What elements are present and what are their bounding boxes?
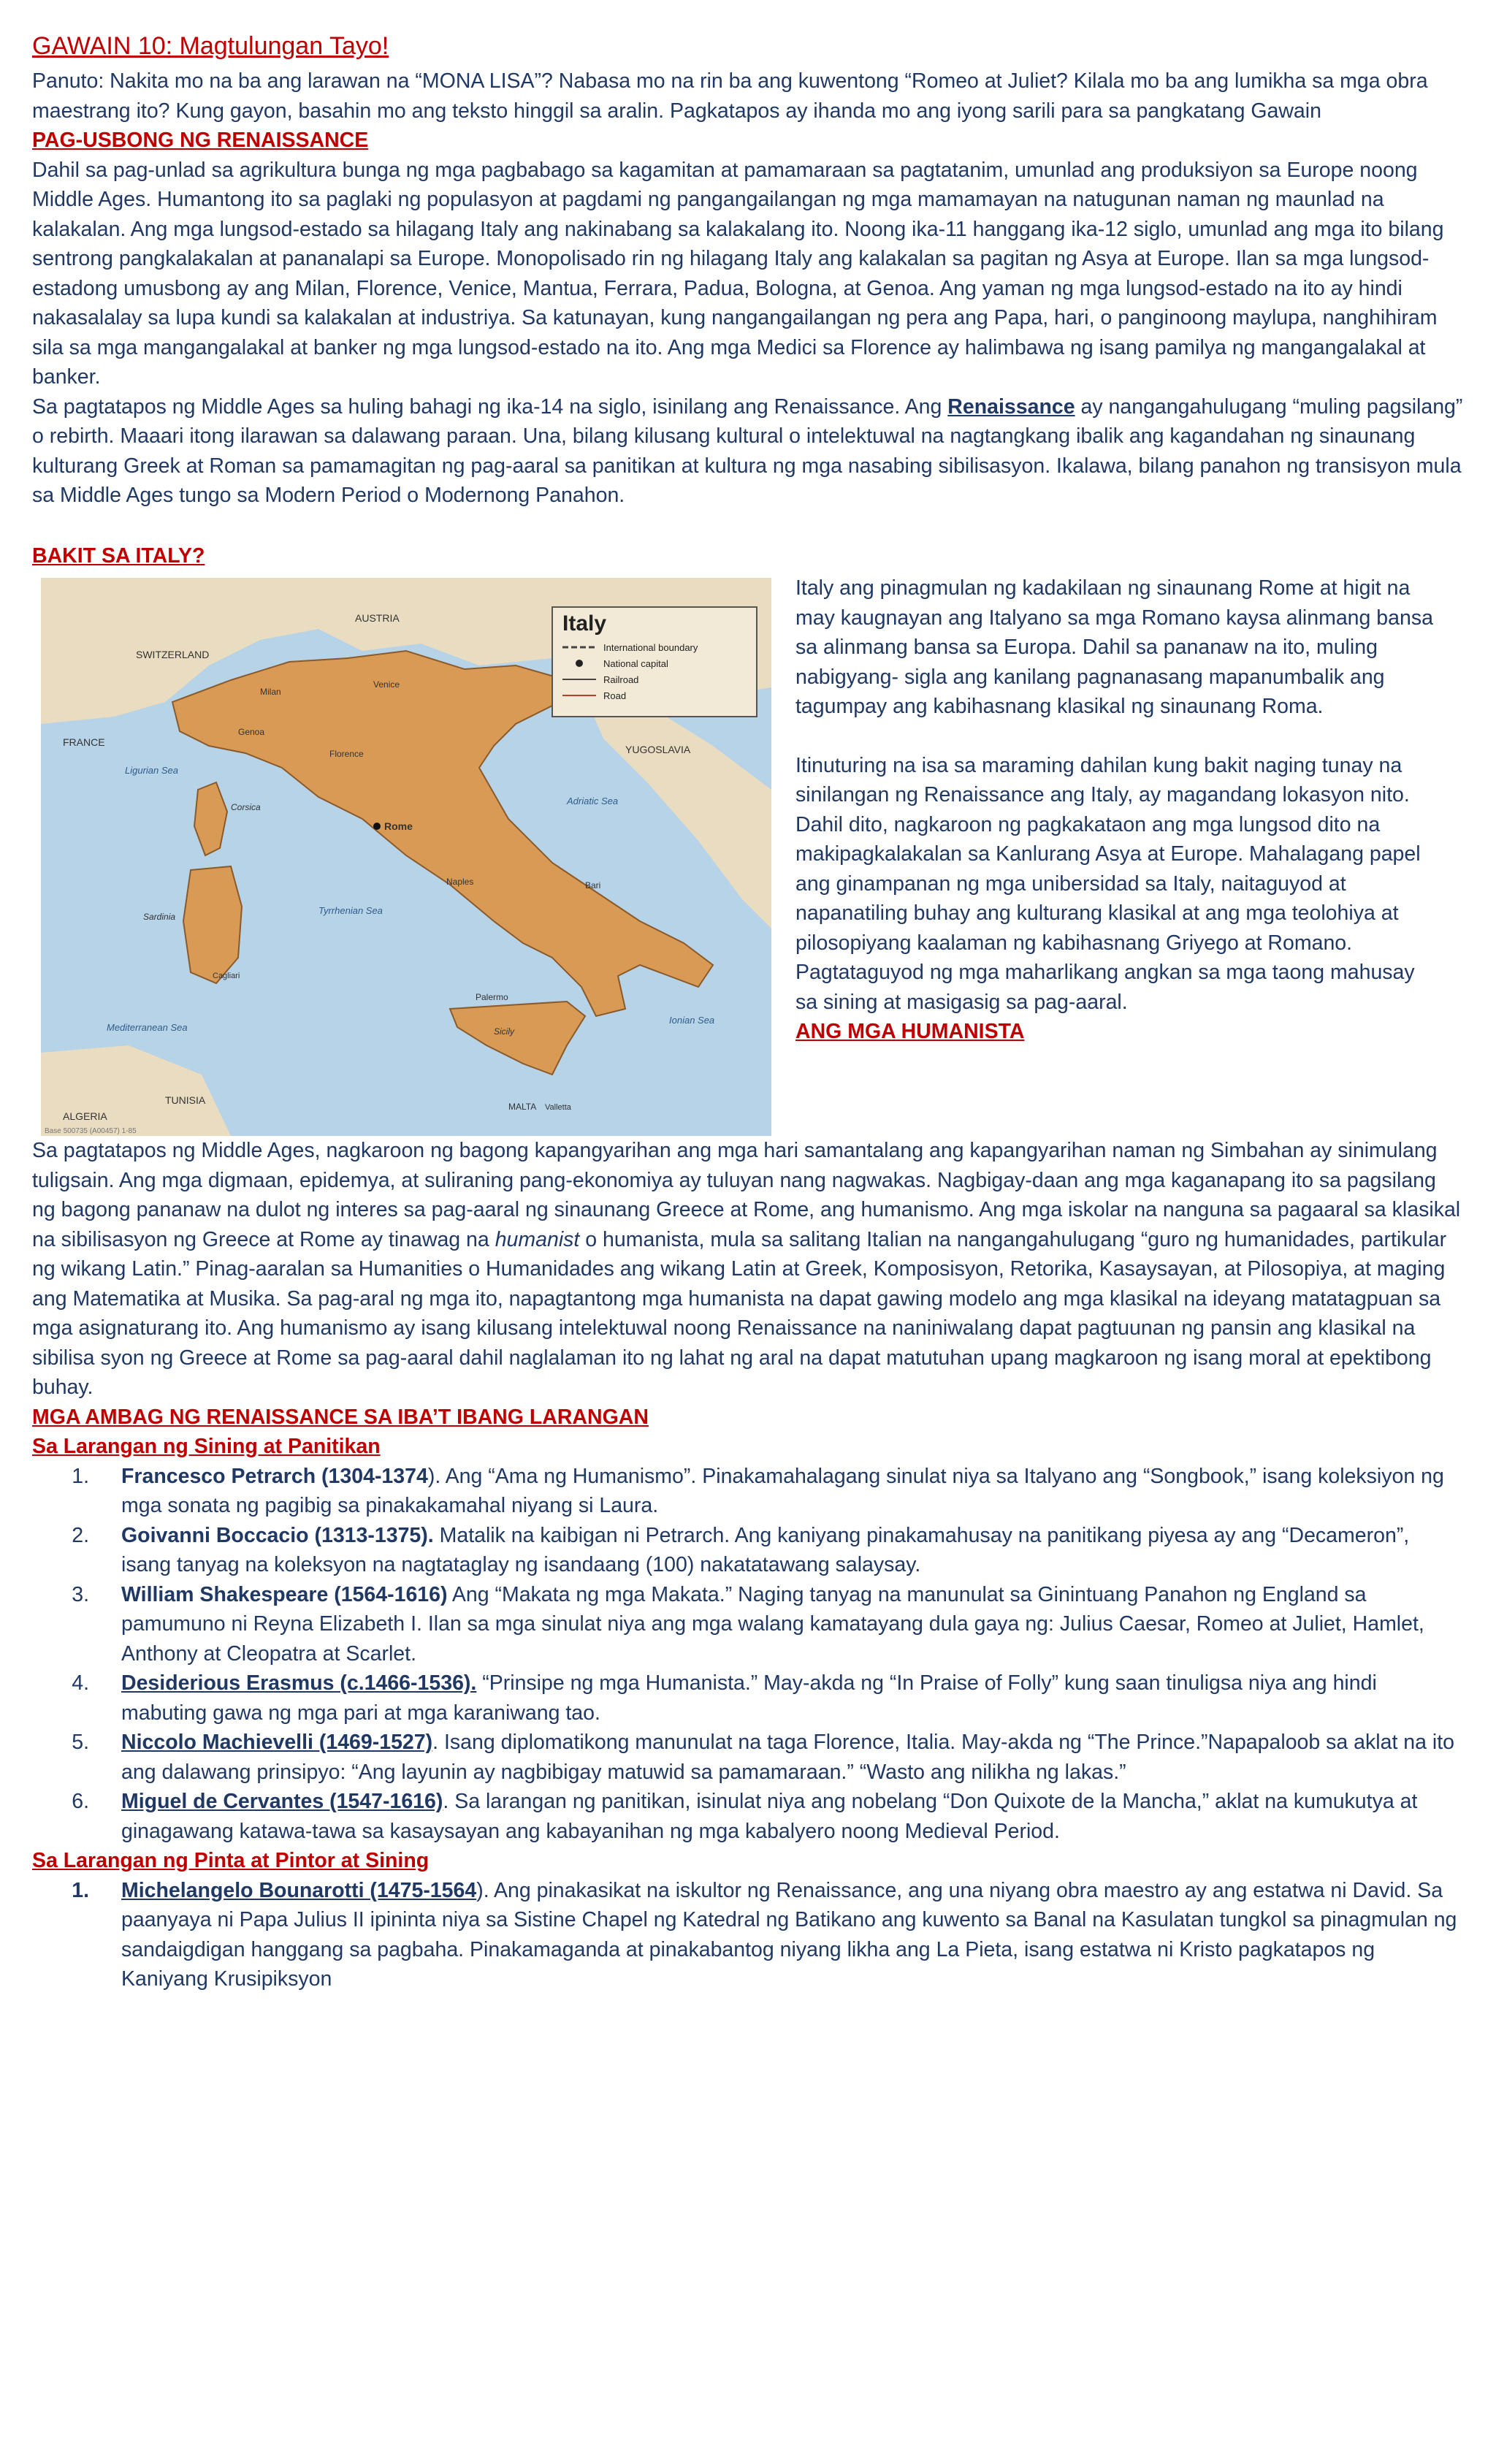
document-page (32, 32, 1464, 1994)
label-switzerland: SWITZERLAND (136, 649, 210, 660)
label-adriatic-sea: Adriatic Sea (567, 796, 619, 806)
renaissance-link[interactable]: Renaissance (947, 394, 1075, 419)
label-sardinia: Sardinia (143, 912, 176, 922)
page-title: GAWAIN 10: Magtulungan Tayo! (32, 32, 389, 60)
italy-map-graphic (41, 578, 771, 1136)
list-item: 3. William Shakespeare (1564-1616) Ang “Makata ng mga Makata.” Naging tanyag na manunulat sa Ginintuang Panahon ng England sa pamumuno ni Reyna Elizabeth I. Ilan sa mga sinulat niya ang mga walang kamatayang dula gaya ng: Julius Caesar, Romeo at Juliet, Hamlet, Anthony at Cleopatra at Scarlet. (72, 1582, 1424, 1666)
humanist-term: humanist (495, 1227, 580, 1251)
label-yugoslavia: YUGOSLAVIA (625, 744, 691, 755)
map-credit: Base 500735 (A00457) 1-85 (45, 1127, 137, 1135)
humanista-paragraph (32, 1136, 1464, 1403)
person-name[interactable]: Desiderious Erasmus (c.1466-1536). (121, 1671, 477, 1695)
legend-item-road: Road (603, 690, 627, 701)
italy-section (32, 573, 1464, 1136)
label-algeria: ALGERIA (63, 1110, 107, 1122)
renaissance-text-b: ay nangangahulugang “muling pagsilang” o rebirth. Maaari itong ilarawan sa dalawang paraan. Una, bilang kilusang kultural o intelektuwal na nagtangkang ibalik ang kagandahan ng sinaunang kulturang Greek at Roman sa pamamagitan ng pag-aaral sa panitikan at kultura ng mga nasabing sibilisasyon. Ikalawa, bilang panahon ng transisyon mula sa Middle Ages tungo sa Modern Period o Modernong Panahon. (32, 394, 1463, 507)
label-austria: AUSTRIA (355, 612, 400, 624)
label-genoa: Genoa (238, 727, 265, 737)
list-pinta-pintor (32, 1876, 1464, 1994)
label-france: FRANCE (63, 736, 105, 748)
person-name[interactable]: Michelangelo Bounarotti (1475-1564 (121, 1878, 477, 1902)
person-name[interactable]: Niccolo Machievelli (1469-1527) (121, 1731, 433, 1754)
list-item: 4. Desiderious Erasmus (c.1466-1536). “Prinsipe ng mga Humanista.” May-akda ng “In Praise of Folly” kung saan tinuligsa niya ang hindi mabuting gawa ng mga pari at mga karaniwang tao. (72, 1671, 1377, 1725)
person-name: William Shakespeare (1564-1616) (121, 1582, 448, 1606)
humanista-text-a: Sa pagtatapos ng Middle Ages, nagkaroon ng bagong kapangyarihan ang mga hari samantalang ang kapangyarihan naman ng Simbahan ay sinimulang tuligsain. Ang mga digmaan, epidemya, at suliraning pang-ekonomiya ay tuluyan nang nagwakas. Nagbigay-daan ang mga kaganapang ito sa pagsilang ng bagong pananaw na dulot ng interes sa pag-aaral ng sinaunang Greece at Rome, ang humanismo. Ang mga iskolar na nanguna sa pagaaral sa klasikal na sibilisasyon ng Greece at Rome ay tinawag na (32, 1139, 1461, 1251)
label-ligurian-sea: Ligurian Sea (125, 765, 178, 776)
instructions-paragraph: Panuto: Nakita mo na ba ang larawan na “MONA LISA”? Nabasa mo na rin ba ang kuwentong “Romeo at Juliet? Kilala mo ba ang lumikha sa mga obra maestrang ito? Kung gayon, basahin mo ang teksto hinggil sa aralin. Pagkatapos ay ihanda mo ang iyong sarili para sa pangkatang Gawain (32, 69, 1428, 123)
label-venice: Venice (373, 679, 400, 690)
label-tunisia: TUNISIA (165, 1094, 206, 1106)
label-cagliari: Cagliari (213, 972, 240, 980)
label-valletta: Valletta (545, 1103, 571, 1112)
italy-map (41, 578, 771, 1136)
renaissance-paragraph-1: Dahil sa pag-unlad sa agrikultura bunga ng mga pagbabago sa kagamitan at pamamaraan sa pagtatanim, umunlad ang produksiyon sa Europe noong Middle Ages. Humantong ito sa paglaki ng populasyon at pagdami ng pangangailangan ng mga mamamayan na natugunan naman ng maunlad na kalakalan. Ang mga lungsod-estado sa hilagang Italy ang nakinabang sa kalakalang ito. Noong ika-11 hanggang ika-12 siglo, umunlad ang mga ito bilang sentrong pangkalakalan at pananalapi sa Europe. Monopolisado rin ng hilagang Italy ang kalakalan sa pagitan ng Asya at Europe. Ilan sa mga lungsod-estadong umusbong ay ang Milan, Florence, Venice, Mantua, Ferrara, Padua, Bologna, at Genoa. Ang yaman ng mga lungsod-estado na ito ay hindi nakasalalay sa lupa kundi sa kalakalan at industriya. Sa katunayan, kung nangangailangan ng pera ang Papa, hari, o panginoong maylupa, nanghihiram sila sa mga mangangalakal at banker ng mga lungsod-estado na ito. Ang mga Medici sa Florence ay halimbawa ng isang pamilya ng mangangalakal at banker. (32, 158, 1444, 389)
label-palermo: Palermo (476, 992, 508, 1002)
section-heading-bakit-sa-italy: BAKIT SA ITALY? (32, 543, 205, 568)
italy-paragraph-1: Italy ang pinagmulan ng kadakilaan ng sinaunang Rome at higit na may kaugnayan ang Italyano sa mga Romano kaysa alinmang bansa sa alinmang bansa sa Europa. Dahil sa pananaw na ito, muling nabigyang- sigla ang kanilang pagnanasang mapanumbalik ang tagumpay ang kabihasnang klasikal ng sinaunang Roma. (795, 576, 1433, 718)
map-legend-title: Italy (562, 611, 607, 636)
section-heading-ambag: MGA AMBAG NG RENAISSANCE SA IBA’T IBANG LARANGAN (32, 1405, 649, 1429)
label-corsica: Corsica (231, 802, 261, 812)
subheading-pinta-pintor: Sa Larangan ng Pinta at Pintor at Sining (32, 1849, 430, 1872)
legend-item-boundary: International boundary (603, 642, 698, 653)
italy-paragraph-2: Itinuturing na isa sa maraming dahilan kung bakit naging tunay na sinilangan ng Renaissance ang Italy, ay magandang lokasyon nito. Dahil dito, nagkaroon ng pagkakataon ang mga lungsod dito na makipagkalakalan sa Kanlurang Asya at Europe. Mahalagang papel ang ginampanan ng mga unibersidad sa Italy, naitaguyod at napanatiling buhay ang kulturang klasikal at ang mga teolohiya at pilosopiyang kaalaman ng kabihasnang Griyego at Romano. Pagtataguyod ng mga maharlikang angkan sa mga taong mahusay sa sining at masigasig sa pag-aaral. (795, 753, 1421, 1014)
label-ionian-sea: Ionian Sea (669, 1015, 715, 1026)
list-sining-panitikan (32, 1462, 1464, 1847)
label-milan: Milan (260, 687, 281, 697)
label-mediterranean-sea: Mediterranean Sea (107, 1022, 188, 1033)
label-florence: Florence (329, 749, 364, 759)
legend-item-capital: National capital (603, 658, 668, 669)
section-heading-humanista: ANG MGA HUMANISTA (795, 1020, 1025, 1043)
label-rome: Rome (384, 820, 413, 832)
person-name[interactable]: Miguel de Cervantes (1547-1616) (121, 1790, 443, 1813)
renaissance-text-a: Sa pagtatapos ng Middle Ages sa huling bahagi ng ika-14 na siglo, isinilang ang Renaissance. Ang (32, 394, 942, 419)
list-item: 5. Niccolo Machievelli (1469-1527). Isang diplomatikong manunulat na taga Florence, Italia. May-akda ng “The Prince.”Napapaloob sa aklat na ito ang dalawang prinsipyo: “Ang layunin ay nagbibigay matuwid sa pamamaraan.” “Wasto ang nilikha ng lakas.” (72, 1731, 1455, 1784)
renaissance-paragraph-2 (32, 392, 1464, 511)
label-bari: Bari (585, 880, 601, 890)
subheading-sining-panitikan: Sa Larangan ng Sining at Panitikan (32, 1435, 381, 1458)
legend-item-railroad: Railroad (603, 674, 639, 685)
humanista-text-b: o humanista, mula sa salitang Italian na nangangahulugang “guro ng humanidades, partikular ng wikang Latin.” Pinag-aaralan sa Humanities o Humanidades ang wikang Latin at Greek, Komposisyon, Retorika, Kasaysayan, at Pilosopiya, at maging ang Matematika at Musika. Sa pag-aral ng mga ito, napagtantong mga humanista na dapat gawing modelo ang mga klasikal na ideyang matatagpuan sa mga asignaturang ito. Ang humanismo ay isang kilusang intelektuwal noong Renaissance na naniniwalang dapat pagtuunan ng pansin ang klasikal na sibilisa syon ng Greece at Rome sa pag-aaral dahil naglalaman ito ng lahat ng aral na dapat matutuhan upang magkaroon ng isang moral at epektibong buhay. (32, 1227, 1447, 1399)
list-item: 6. Miguel de Cervantes (1547-1616). Sa larangan ng panitikan, isinulat niya ang nobelang “Don Quixote de la Mancha,” aklat na kumukutya at ginagawang katawa-tawa sa kasaysayan ang kabayanihan ng mga kabalyero noong Medieval Period. (72, 1790, 1418, 1843)
list-item: 2. Goivanni Boccacio (1313-1375). Matalik na kaibigan ni Petrarch. Ang kaniyang pinakamahusay na panitikang piyesa ay ang “Decameron”, isang tanyag na koleksyon na nagtataglay ng isandaang (100) nakatatawang salaysay. (72, 1523, 1410, 1576)
label-tyrrhenian-sea: Tyrrhenian Sea (318, 905, 383, 916)
section-heading-renaissance: PAG-USBONG NG RENAISSANCE (32, 129, 369, 152)
italy-side-text (795, 573, 1438, 1136)
person-name: Goivanni Boccacio (1313-1375). (121, 1523, 434, 1547)
label-malta: MALTA (508, 1102, 537, 1112)
list-item: 1. Francesco Petrarch (1304-1374). Ang “Ama ng Humanismo”. Pinakamahalagang sinulat niya sa Italyano ang “Songbook,” isang koleksiyon ng mga sonata ng pagibig sa pinakakamahal niyang si Laura. (72, 1464, 1444, 1517)
label-naples: Naples (446, 877, 474, 887)
label-sicily: Sicily (494, 1026, 515, 1037)
person-name: Francesco Petrarch (1304-1374 (121, 1464, 428, 1488)
list-item: 1. Michelangelo Bounarotti (1475-1564). Ang pinakasikat na iskultor ng Renaissance, ang una niyang obra maestro ay ang estatwa ni David. Sa paanyaya ni Papa Julius II ipininta niya sa Sistine Chapel ng Katedral ng Batikano ang kuwento sa Banal na Kasulatan tungkol sa pinagmulan ng sandaigdigan hanggang sa pagbaha. Pinakamaganda at pinakabantog niyang likha ang La Pieta, isang estatwa ni Kristo pagkatapos ng Kaniyang Krusipiksyon (72, 1878, 1457, 1991)
